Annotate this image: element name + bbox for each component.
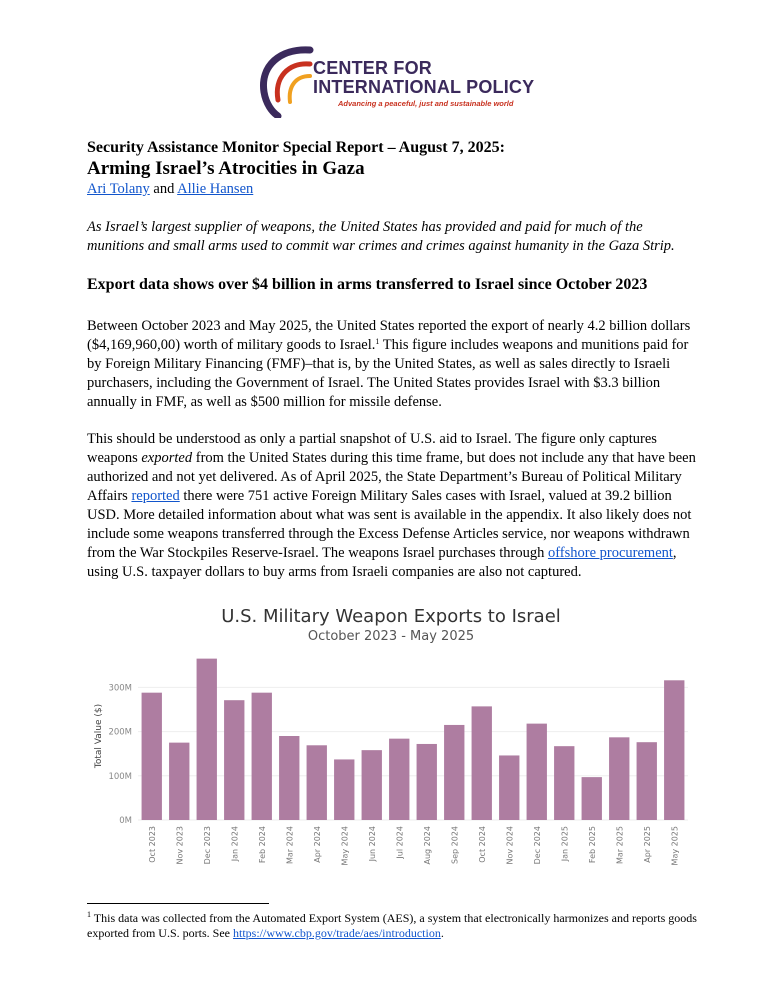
bar-oct-2023 — [142, 693, 162, 820]
x-tick-label: Nov 2024 — [505, 826, 515, 865]
para2-text-c: there were 751 active Foreign Military Sales cases with Israel, valued at 39.2 billion USD. More detailed information about what was sent is available in the appendix. It also likely does not include some weapons transferred through the Excess Defense Articles service, nor weapons withdrawn from the War Stockpiles Reserve-Israel. The weapons Israel purchases through — [87, 488, 692, 561]
bar-aug-2024 — [417, 744, 437, 820]
x-tick-label: Aug 2024 — [422, 826, 432, 865]
logo-line-1: CENTER FOR — [313, 58, 432, 78]
x-tick-label: Dec 2023 — [202, 826, 212, 865]
chart-gridlines — [138, 687, 688, 820]
bar-nov-2024 — [499, 755, 519, 820]
y-axis-label: Total Value ($) — [94, 703, 104, 769]
bar-mar-2025 — [609, 737, 629, 820]
y-axis-ticks — [108, 683, 132, 826]
footnote-ref-1[interactable]: 1 — [375, 337, 380, 346]
weapon-exports-chart — [88, 600, 694, 880]
x-tick-label: Feb 2025 — [587, 826, 597, 864]
author-link-allie-hansen[interactable]: Allie Hansen — [177, 181, 254, 197]
x-tick-label: Nov 2023 — [175, 826, 185, 865]
para2-text-a: This should be understood as only a partial snapshot of U.S. aid to Israel. The figure only captures weapons — [87, 431, 657, 466]
bar-may-2025 — [664, 680, 684, 820]
logo-swoosh-icon — [258, 44, 318, 118]
bar-dec-2024 — [527, 724, 547, 820]
footnote-1 — [87, 911, 699, 941]
x-tick-label: Mar 2024 — [285, 826, 295, 864]
cip-logo — [258, 44, 535, 118]
para2-text-d: , using U.S. taxpayer dollars to buy arms from Israeli companies are also not captured. — [87, 545, 677, 580]
offshore-procurement-link[interactable]: offshore procurement — [547, 545, 673, 561]
para1-text-a: Between October 2023 and May 2025, the United States reported the export of nearly 4.2 billion dollars ($4,169,960,00) worth of military goods to Israel. — [87, 318, 691, 353]
chart-bars — [142, 659, 685, 820]
logo-line-2: INTERNATIONAL POLICY — [313, 77, 535, 97]
bar-jan-2025 — [554, 746, 574, 820]
x-tick-label: Jan 2025 — [560, 826, 570, 862]
logo-tagline: Advancing a peaceful, just and sustainable world — [338, 99, 514, 108]
chart-subtitle: October 2023 - May 2025 — [307, 629, 475, 644]
bar-feb-2025 — [582, 777, 602, 820]
author-conjunction: and — [149, 181, 178, 197]
bar-oct-2024 — [472, 706, 492, 820]
paragraph-export-total — [87, 317, 699, 412]
bar-jul-2024 — [389, 739, 409, 820]
chart-title: U.S. Military Weapon Exports to Israel — [221, 606, 561, 627]
bar-mar-2024 — [279, 736, 299, 820]
x-tick-label: May 2024 — [340, 826, 350, 866]
footnote-text: This data was collected from the Automated Export System (AES), a system that electronically harmonizes and reports goods exported from U.S. ports. See — [87, 911, 697, 940]
aes-link[interactable]: https://www.cbp.gov/trade/aes/introduction — [232, 926, 441, 940]
bar-apr-2025 — [637, 742, 657, 820]
x-tick-label: Sep 2024 — [450, 826, 460, 864]
para2-emphasis: exported — [141, 450, 193, 466]
y-tick-label: 0M — [119, 816, 132, 826]
para1-text-b: This figure includes weapons and munitions paid for by Foreign Military Financing (FMF)–that is, by the United States, as well as sales directly to Israeli purchasers, including the Government of Israel. The United States provides Israel with $3.3 billion annually in FMF, as well as $500 million for missile defense. — [87, 337, 689, 410]
x-axis-ticks — [148, 826, 680, 865]
bar-jan-2024 — [224, 700, 244, 820]
y-tick-label: 100M — [108, 771, 132, 782]
reported-link[interactable]: reported — [131, 488, 180, 504]
y-tick-label: 200M — [108, 727, 132, 738]
bar-dec-2023 — [197, 659, 217, 820]
x-tick-label: Feb 2024 — [257, 826, 267, 864]
bar-apr-2024 — [307, 745, 327, 820]
x-tick-label: Jan 2024 — [230, 826, 240, 862]
footnote-end: . — [440, 926, 444, 940]
x-tick-label: May 2025 — [670, 826, 680, 866]
bar-feb-2024 — [252, 693, 272, 820]
x-tick-label: Oct 2024 — [477, 826, 487, 863]
author-link-ari-tolany[interactable]: Ari Tolany — [87, 181, 150, 197]
para2-text-b: from the United States during this time frame, but does not include any that have been authorized and not yet delivered. As of April 2025, the State Department’s Bureau of Political Military Affairs — [87, 450, 696, 504]
x-tick-label: Mar 2025 — [615, 826, 625, 864]
lede-paragraph: As Israel’s largest supplier of weapons, the United States has provided and paid for much of the munitions and small arms used to commit war crimes and crimes against humanity in the Gaza Strip. — [87, 219, 675, 254]
bar-may-2024 — [334, 759, 354, 820]
author-line — [87, 181, 253, 198]
bar-nov-2023 — [169, 743, 189, 820]
x-tick-label: Oct 2023 — [147, 826, 157, 863]
x-tick-label: Jun 2024 — [367, 826, 377, 862]
report-series-line: Security Assistance Monitor Special Report – August 7, 2025: — [87, 139, 505, 156]
y-tick-label: 300M — [108, 683, 132, 694]
paragraph-partial-snapshot — [87, 430, 699, 582]
page-title: Arming Israel’s Atrocities in Gaza — [87, 158, 365, 179]
x-tick-label: Dec 2024 — [532, 826, 542, 865]
bar-sep-2024 — [444, 725, 464, 820]
section-heading: Export data shows over $4 billion in arms transferred to Israel since October 2023 — [87, 276, 648, 293]
footnote-number: 1 — [87, 910, 91, 919]
footnote-divider — [87, 903, 269, 904]
x-tick-label: Apr 2024 — [312, 826, 322, 863]
x-tick-label: Jul 2024 — [395, 826, 405, 859]
bar-jun-2024 — [362, 750, 382, 820]
x-tick-label: Apr 2025 — [642, 826, 652, 863]
